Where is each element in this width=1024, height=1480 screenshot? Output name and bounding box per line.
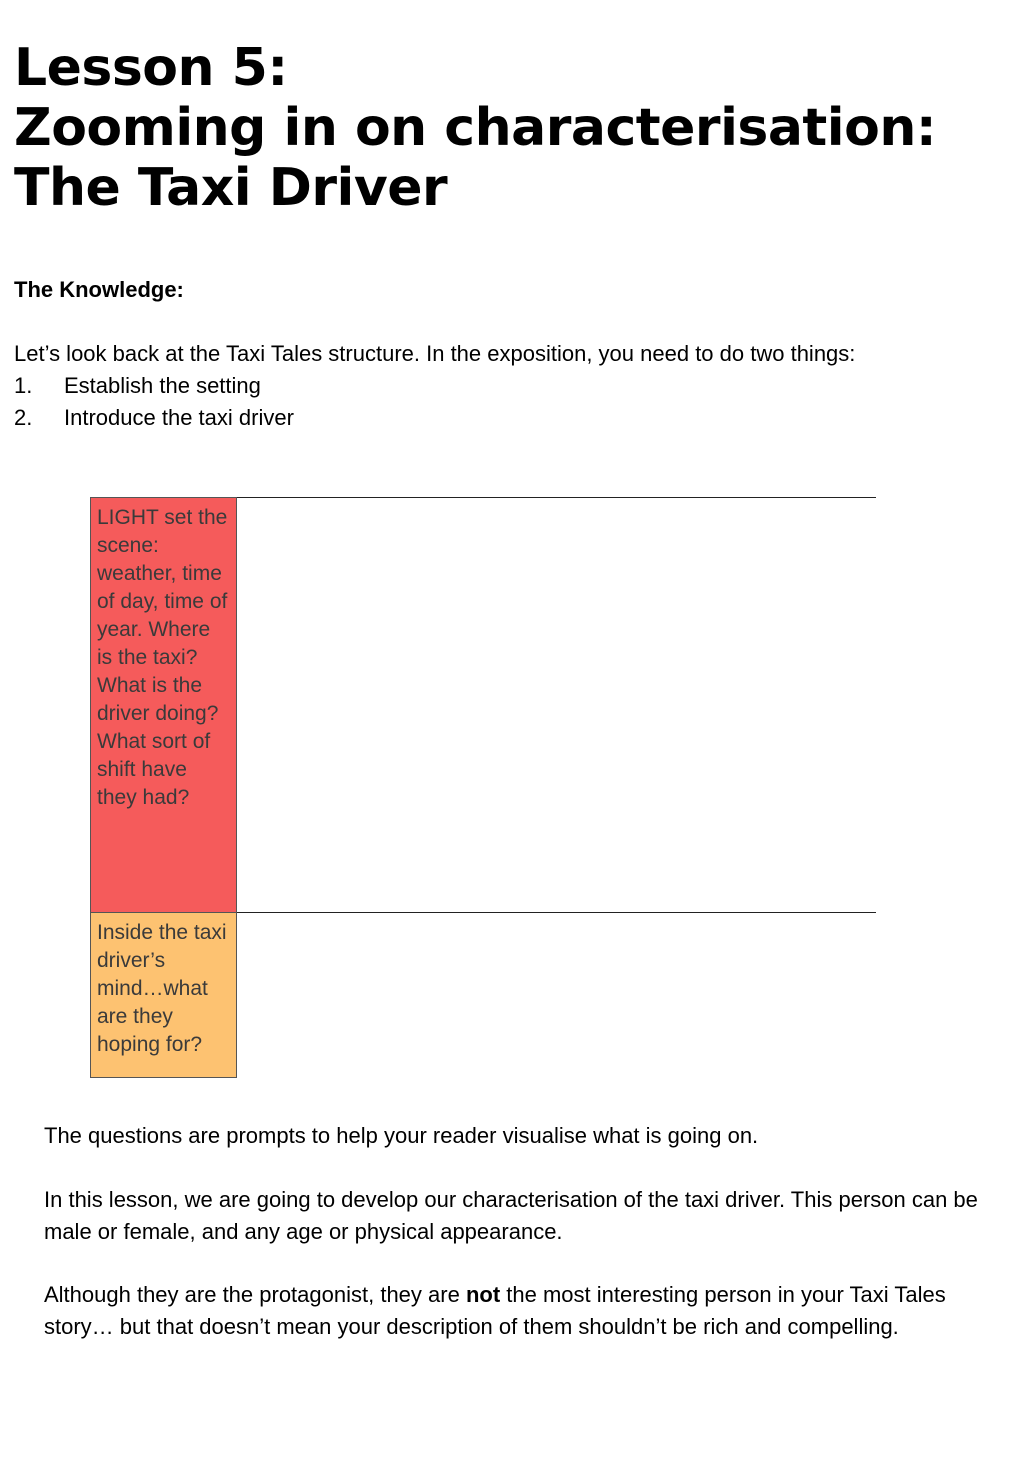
protagonist-paragraph — [44, 1279, 1009, 1343]
light-prompt-cell: LIGHT set the scene: weather, time of day, time of year. Where is the taxi? What is the driver doing? What sort of shift have they had? — [90, 497, 237, 913]
knowledge-heading: The Knowledge: — [14, 277, 184, 302]
protagonist-text-end: the most interesting person in your Taxi Tales story… but that doesn’t mean your description of them shouldn’t be rich and compelling. — [44, 1282, 946, 1339]
prompts-paragraph: The questions are prompts to help your reader visualise what is going on. — [44, 1123, 759, 1148]
emphasis-not: not — [465, 1282, 501, 1307]
title-line-2: Zooming in on characterisation: — [14, 98, 937, 158]
list-item-number: 2. — [14, 405, 33, 430]
list-item-text: Introduce the taxi driver — [64, 405, 294, 430]
list-item — [14, 402, 294, 434]
lesson-paragraph: In this lesson, we are going to develop our characterisation of the taxi driver. This person can be male or female, and any age or physical appearance. — [44, 1187, 978, 1244]
protagonist-text-start: Although they are the protagonist, they are — [44, 1282, 466, 1307]
list-item — [14, 370, 294, 402]
intro-text: Let’s look back at the Taxi Tales structure. In the exposition, you need to do two things: — [14, 341, 856, 366]
lesson-title — [14, 38, 936, 218]
table-rule-middle — [237, 912, 876, 913]
list-item-number: 1. — [14, 373, 33, 398]
list-item-text: Establish the setting — [64, 373, 261, 398]
table-rule-top — [237, 497, 876, 498]
title-line-1: Lesson 5: — [14, 38, 288, 98]
mind-prompt-cell: Inside the taxi driver’s mind…what are they hoping for? — [90, 912, 237, 1078]
title-line-3: The Taxi Driver — [14, 158, 448, 218]
steps-list — [14, 370, 294, 434]
structure-table — [90, 497, 876, 1078]
